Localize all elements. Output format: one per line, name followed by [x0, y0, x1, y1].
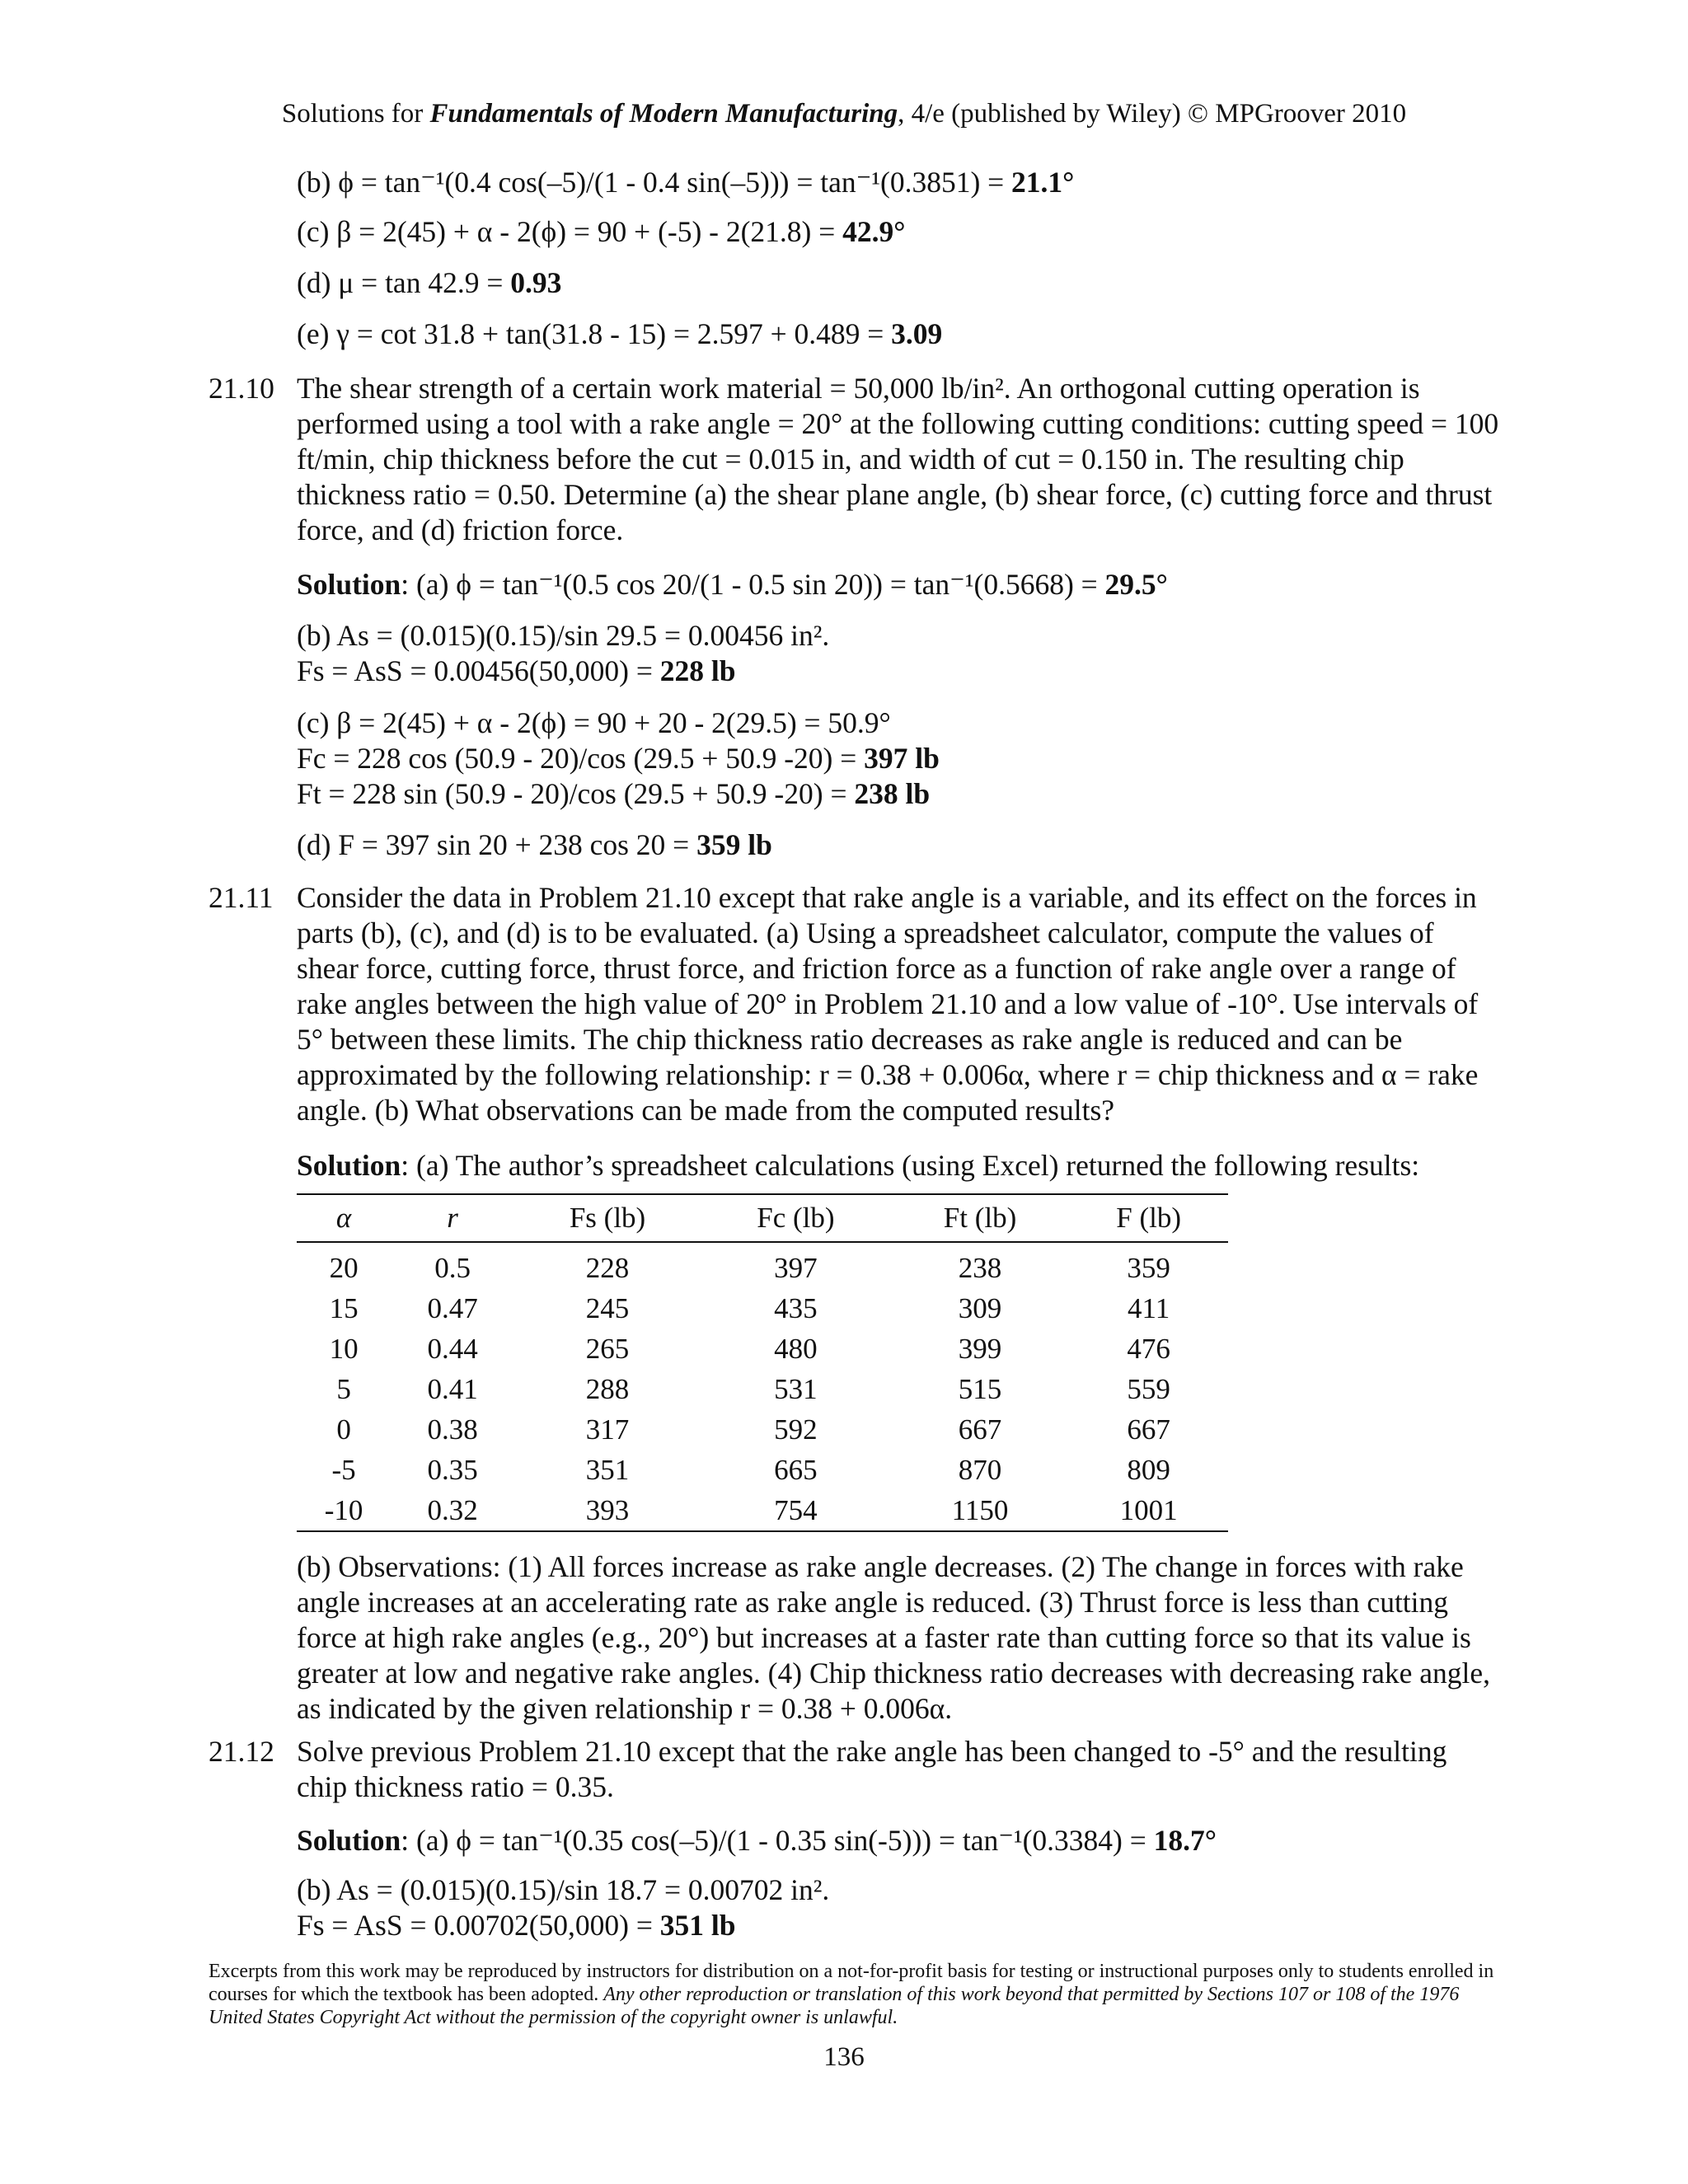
table-row	[297, 1288, 1228, 1329]
observations: (b) Observations: (1) All forces increase as rake angle decreases. (2) The change in forces with rake angle increases at an accelerating rate as rake angle is reduced. (3) Thrust force is less than cutting force at high rake angles (e.g., 20°) but increases at a faster rate than cutting force so that its value is greater at low and negative rake angles. (4) Chip thickness ratio decreases with decreasing rake angle, as indicated by the given relationship r = 0.38 + 0.006α.	[297, 1550, 1490, 1725]
table-row	[297, 1450, 1228, 1490]
table-cell: 0.38	[427, 1413, 478, 1446]
table-row	[297, 1409, 1228, 1450]
problem-number: 21.12	[209, 1735, 274, 1768]
copyright-notice: Excerpts from this work may be reproduced by instructors for distribution on a not-for-profit basis for testing or instructional purposes only to students enrolled in courses for which the textbook has been adopted. Any other reproduction or translation of this work beyond that permitted by Sections 107 or 108 of the 1976 United States Copyright Act without the permission of the copyright owner is unlawful.	[209, 1961, 1494, 2028]
table-cell: 238	[958, 1251, 1002, 1284]
table-cell: 0.35	[427, 1453, 478, 1486]
table-row	[297, 1490, 1228, 1531]
table-cell: 667	[958, 1413, 1002, 1446]
problem-number: 21.11	[209, 881, 274, 914]
header-prefix: Solutions for	[281, 99, 430, 129]
table-cell: 754	[774, 1493, 818, 1526]
table-cell: 399	[958, 1332, 1002, 1365]
problem-statement: Solve previous Problem 21.10 except that the rake angle has been changed to -5° and the resulting chip thickness ratio = 0.35.	[297, 1735, 1447, 1803]
table-cell: 288	[585, 1372, 630, 1405]
table-cell: 15	[329, 1291, 359, 1324]
prev-solution-e: (e) γ = cot 31.8 + tan(31.8 - 15) = 2.597 + 0.489 = 3.09	[297, 317, 943, 350]
table-cell: 393	[585, 1493, 630, 1526]
column-header: Fc (lb)	[757, 1202, 835, 1234]
solution-a: Solution: (a) ϕ = tan⁻¹(0.5 cos 20/(1 - 0.5 sin 20)) = tan⁻¹(0.5668) = 29.5°	[297, 568, 1168, 601]
header-suffix: , 4/e (published by Wiley) © MPGroover 2010	[898, 99, 1407, 129]
problem-statement: Consider the data in Problem 21.10 except that rake angle is a variable, and its effect on the forces in parts (b), (c), and (d) is to be evaluated. (a) Using a spreadsheet calculator, compute the values of shear force, cutting force, thrust force, and friction force as a function of rake angle over a range of rake angles between the high value of 20° in Problem 21.10 and a low value of -10°. Use intervals of 5° between these limits. The chip thickness ratio decreases as rake angle is reduced and can be approximated by the following relationship: r = 0.38 + 0.006α, where r = chip thickness and α = rake angle. (b) What observations can be made from the computed results?	[297, 881, 1479, 1127]
table-cell: 665	[774, 1453, 818, 1486]
table-cell: 809	[1127, 1453, 1170, 1486]
table-cell: 0.44	[427, 1332, 478, 1365]
table-cell: 0.41	[427, 1372, 478, 1405]
table-cell: 0.32	[427, 1493, 478, 1526]
table-header-row	[297, 1194, 1228, 1242]
table-row	[297, 1242, 1228, 1288]
table-cell: 531	[774, 1372, 818, 1405]
solution-intro: Solution: (a) The author’s spreadsheet calculations (using Excel) returned the following results:	[297, 1149, 1420, 1182]
table-row	[297, 1329, 1228, 1369]
prev-solution-c: (c) β = 2(45) + α - 2(ϕ) = 90 + (-5) - 2(21.8) = 42.9°	[297, 215, 906, 248]
column-header: Ft (lb)	[943, 1202, 1017, 1234]
prev-solution-d: (d) μ = tan 42.9 = 0.93	[297, 266, 562, 299]
table-cell: -10	[324, 1493, 363, 1526]
table-cell: 0.47	[427, 1291, 478, 1324]
table-cell: 559	[1127, 1372, 1170, 1405]
prev-solution-b: (b) ϕ = tan⁻¹(0.4 cos(–5)/(1 - 0.4 sin(–5))) = tan⁻¹(0.3851) = 21.1°	[297, 166, 1075, 199]
column-header: F (lb)	[1116, 1202, 1181, 1234]
table-cell: 5	[336, 1372, 351, 1405]
column-header: r	[447, 1202, 458, 1234]
table-cell: 228	[585, 1251, 630, 1284]
table-cell: 20	[329, 1251, 359, 1284]
column-header: Fs (lb)	[569, 1202, 646, 1234]
solution-d: (d) F = 397 sin 20 + 238 cos 20 = 359 lb	[297, 828, 772, 861]
problem-statement: The shear strength of a certain work material = 50,000 lb/in². An orthogonal cutting operation is performed using a tool with a rake angle = 20° at the following cutting conditions: cutting speed = 100 ft/min, chip thickness before the cut = 0.015 in, and width of cut = 0.150 in. The resulting chip thickness ratio = 0.50. Determine (a) the shear plane angle, (b) shear force, (c) cutting force and thrust force, and (d) friction force.	[297, 372, 1499, 546]
table-cell: 0	[336, 1413, 351, 1446]
table-cell: 1150	[951, 1493, 1009, 1526]
table-cell: 515	[958, 1372, 1002, 1405]
solution-b: (b) As = (0.015)(0.15)/sin 29.5 = 0.00456 in². Fs = AsS = 0.00456(50,000) = 228 lb	[297, 619, 830, 687]
problem-number: 21.10	[209, 372, 274, 405]
table-cell: 667	[1127, 1413, 1170, 1446]
solution-a: Solution: (a) ϕ = tan⁻¹(0.35 cos(–5)/(1 - 0.35 sin(-5))) = tan⁻¹(0.3384) = 18.7°	[297, 1824, 1217, 1857]
page-number: 136	[823, 2042, 865, 2072]
table-cell: -5	[331, 1453, 356, 1486]
table-cell: 411	[1128, 1291, 1170, 1324]
running-header	[0, 97, 1688, 130]
book-title: Fundamentals of Modern Manufacturing	[429, 99, 898, 129]
table-cell: 245	[585, 1291, 630, 1324]
table-cell: 480	[774, 1332, 818, 1365]
table-cell: 1001	[1119, 1493, 1178, 1526]
table-cell: 397	[774, 1251, 818, 1284]
table-cell: 435	[774, 1291, 818, 1324]
table-cell: 317	[585, 1413, 630, 1446]
table-cell: 476	[1127, 1332, 1170, 1365]
table-cell: 870	[958, 1453, 1002, 1486]
table-cell: 265	[585, 1332, 630, 1365]
solution-c: (c) β = 2(45) + α - 2(ϕ) = 90 + 20 - 2(29.5) = 50.9° Fc = 228 cos (50.9 - 20)/cos (29.5 + 50.9 -20) = 397 lb Ft = 228 sin (50.9 - 20)/cos (29.5 + 50.9 -20) = 238 lb	[297, 706, 940, 810]
results-table	[297, 1193, 1228, 1532]
table-row	[297, 1369, 1228, 1409]
table-cell: 10	[329, 1332, 359, 1365]
table-cell: 592	[774, 1413, 818, 1446]
table-cell: 351	[585, 1453, 630, 1486]
solution-b: (b) As = (0.015)(0.15)/sin 18.7 = 0.00702 in². Fs = AsS = 0.00702(50,000) = 351 lb	[297, 1873, 830, 1942]
column-header: α	[335, 1202, 352, 1234]
table-cell: 359	[1127, 1251, 1170, 1284]
table-cell: 309	[958, 1291, 1002, 1324]
table-cell: 0.5	[434, 1251, 471, 1284]
